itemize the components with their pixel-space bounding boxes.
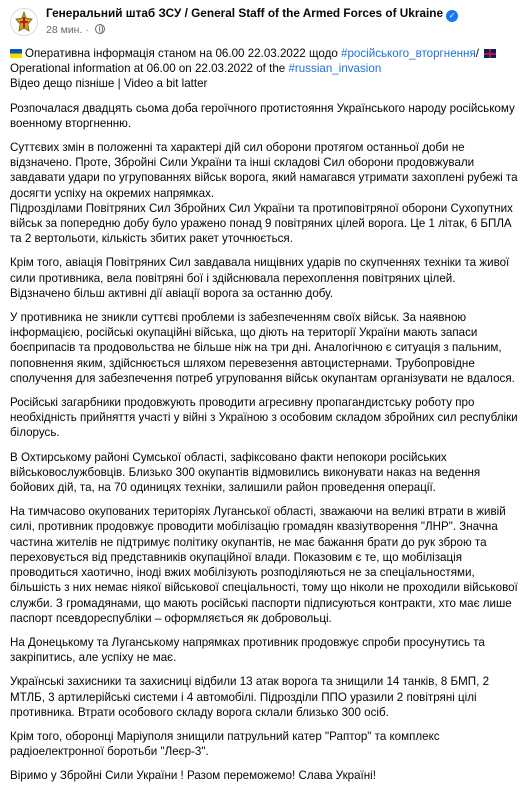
- post-meta: 28 мин. ·: [46, 23, 458, 37]
- post-header-text: [46, 6, 458, 37]
- paragraph-text: Віримо у Збройні Сили України ! Разом переможемо! Слава Україні!: [10, 769, 376, 783]
- post-header: [10, 6, 518, 46]
- post-paragraph: [10, 395, 518, 441]
- post-paragraph: [10, 768, 518, 783]
- post-paragraph: [10, 101, 518, 131]
- page-avatar[interactable]: [10, 8, 38, 36]
- ukraine-flag-icon: [10, 49, 22, 58]
- hashtag-russian-invasion-ua[interactable]: #російського_вторгнення: [341, 47, 476, 60]
- uk-flag-icon: [484, 49, 496, 58]
- post-paragraph: [10, 635, 518, 665]
- page-name-line: [46, 6, 458, 22]
- post-paragraph: [10, 255, 518, 301]
- video-note: Відео дещо пізніше | Video a bit latter: [10, 77, 208, 91]
- post-paragraph: [10, 729, 518, 759]
- globe-icon[interactable]: [95, 24, 105, 34]
- intro-ua-line: Оперативна інформація станом на 06.00 22.03.2022 щодо #російського_вторгнення/: [10, 46, 518, 61]
- paragraph-text: Крім того, оборонці Маріуполя знищили патрульний катер "Раптор" та комплекс радіоелектронної боротьби "Леєр-3".: [10, 729, 440, 759]
- paragraph-text: Російські загарбники продовжують проводити агресивну пропагандистську роботу про необхідність прийняття участі у війні з Україною з особовим складом збройних сил республіки білорусь.: [10, 396, 518, 440]
- post-paragraph: [10, 674, 518, 720]
- post-paragraph: [10, 310, 518, 386]
- paragraph-text: Українські захисники та захисниці відбили 13 атак ворога та знищили 14 танків, 8 БМП, 2 МТЛБ, 3 артилерійські системи і 4 автомобілі. Підрозділи ППО уразили 2 повітряні цілі противника. Втрати особового складу ворога склали близько 300 осіб.: [10, 675, 490, 719]
- paragraph-text: Розпочалася двадцять сьома доба героїчного протистояння Українського народу російському военному вторгненню.: [10, 101, 515, 130]
- paragraph-text: На Донецькому та Луганському напрямках противник продовжує спроби просунутись та закріпитись, але успіху не має.: [10, 635, 485, 665]
- post-intro: [10, 46, 518, 92]
- paragraph-text: У противника не зникли суттєві проблеми із забезпеченням своїх військ. За наявною інформацією, російські окупаційні війська, що діють на території України мають запаси боєприпасів та продовольства не більше ніж на три дні. Аналогічною є ситуація з пальним, поповнення яким, здійснюється шляхом перевезення автоцистернами. Трубопровідне сполучення для забезпечення потреб угруповання військ окупантам організувати не вдалося.: [10, 311, 515, 385]
- post-time[interactable]: 28 мин.: [46, 24, 83, 36]
- intro-ua-text: Оперативна інформація станом на 06.00 22.03.2022 щодо: [25, 47, 338, 60]
- intro-en-line: [10, 61, 518, 76]
- post-paragraph: [10, 450, 518, 496]
- paragraph-text: Крім того, авіація Повітряних Сил завдавала нищівних ударів по скупченнях техніки та живої сили противника, вела повітряні бої і здійснювала перехоплення повітряних цілей. Відзначено більш активні дії авіації ворога за останню добу.: [10, 256, 510, 300]
- post-paragraph: [10, 140, 518, 246]
- general-staff-emblem-icon: [14, 11, 34, 33]
- intro-en-text: Operational information at 06.00 on 22.03.2022 of the: [10, 62, 286, 76]
- hashtag-russian-invasion-en[interactable]: #russian_invasion: [288, 62, 382, 76]
- paragraph-text: В Охтирському районі Сумської області, зафіксовано факти непокори російських військовослужбовців. Близько 300 окупантів відмовились виконувати наказ на ведення бойових дій, та, на 70 одиницях техніки, залишили район проведення операції.: [10, 450, 481, 495]
- paragraph-text: Підрозділами Повітряних Сил Збройних Сил України та протиповітряної оборони Сухопутних військ за попередню добу було уражено понад 9 повітряних цілей ворога. Це 1 літак, 6 БПЛА та 2 вертольоти, кількість збитих ракет уточнюється.: [10, 201, 513, 246]
- page-name-link[interactable]: Генеральний штаб ЗСУ / General Staff of the Armed Forces of Ukraine: [46, 6, 444, 20]
- post-paragraph: [10, 504, 518, 626]
- paragraph-text: На тимчасово окупованих територіях Луганської області, зважаючи на великі втрати в живій силі, противник продовжує проводити мобілізацію громадян квазіутворення "ЛНР". Значна частина жителів не підтримує політику окупантів, не має бажання брати до рук зброю та переховується від представників окупаційної влади. Показовим є те, що мобілізація проводиться хаотично, іноді вжих мобілізують розподіляються не за спеціальностями, більшість з них немає ніякої військової спеціальності, тому що ніколи не проходили військової служби. З громадянами, що мають російські паспорти підписуються контракти, хто має лише паспорт псевдореспубліки – оформляється як добровольці.: [10, 505, 518, 625]
- verified-badge-icon: ✓: [446, 10, 458, 22]
- paragraph-text: Суттєвих змін в положенні та характері дій сил оборони протягом останньої доби не відзначено. Проте, Збройні Сили України та інші складові Сил оборони продовжували завдавати удари по угрупованнях військ ворога, який намагався утримати захоплені рубежі та досягти успіху на окремих напрямках.: [10, 141, 518, 200]
